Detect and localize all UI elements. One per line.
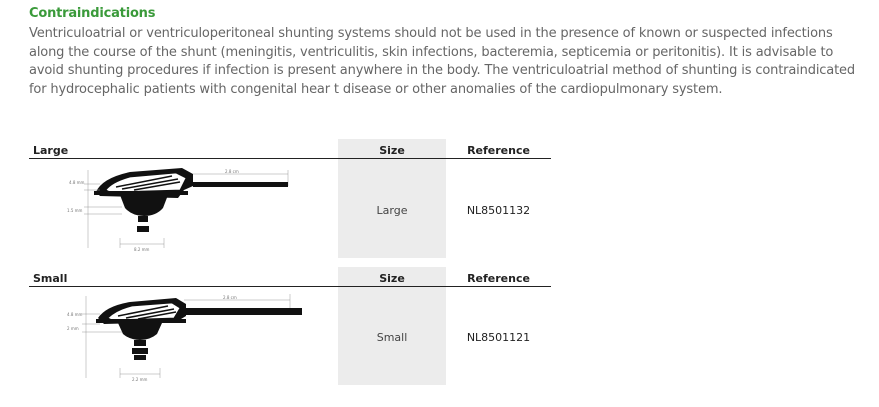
size-header-rule-small	[338, 286, 446, 287]
reference-header-small: Reference	[467, 272, 530, 285]
reference-header-rule-large	[446, 158, 551, 159]
dim-a-small: 4.8 mm	[67, 312, 83, 317]
section-heading: Contraindications	[29, 6, 156, 21]
dim-b-large: 1.5 mm	[67, 208, 83, 213]
size-header-small: Size	[379, 272, 405, 285]
reference-header-rule-small	[446, 286, 551, 287]
dim-b-small: 2 mm	[67, 326, 79, 331]
dim-a-large: 4.8 mm	[69, 180, 85, 185]
reference-header-large: Reference	[467, 144, 530, 157]
size-value-large: Large	[376, 204, 408, 217]
dim-c-large: 2.8 cm	[225, 169, 239, 174]
product-label-large: Large	[33, 144, 69, 157]
size-value-small: Small	[376, 331, 408, 344]
product-label-small: Small	[33, 272, 68, 285]
large-reservoir-diagram	[60, 160, 300, 255]
dim-d-small: 2.2 mm	[132, 377, 148, 382]
contraindications-paragraph: Ventriculoatrial or ventriculoperitoneal shunting systems should not be used in the presence of known or suspected infections along the course of the shunt (meningitis, ventriculitis, skin infections, bacteremia, septicemia or peritonitis). It is advisable to avoid shunting procedures if infection is present anywhere in the body. The ventriculoatrial method of shunting is contraindicated for hydrocephalic patients with congenital hear t disease or other anomalies of the cardiopulmonary system.	[29, 26, 856, 97]
reference-value-large: NL8501132	[466, 204, 531, 217]
divider-large	[29, 158, 338, 159]
size-header-large: Size	[379, 144, 405, 157]
reference-value-small: NL8501121	[466, 331, 531, 344]
dim-d-large: 8.2 mm	[134, 247, 150, 252]
divider-small	[29, 286, 338, 287]
small-reservoir-diagram	[60, 288, 310, 383]
dim-c-small: 2.8 cm	[223, 295, 237, 300]
size-header-rule-large	[338, 158, 446, 159]
